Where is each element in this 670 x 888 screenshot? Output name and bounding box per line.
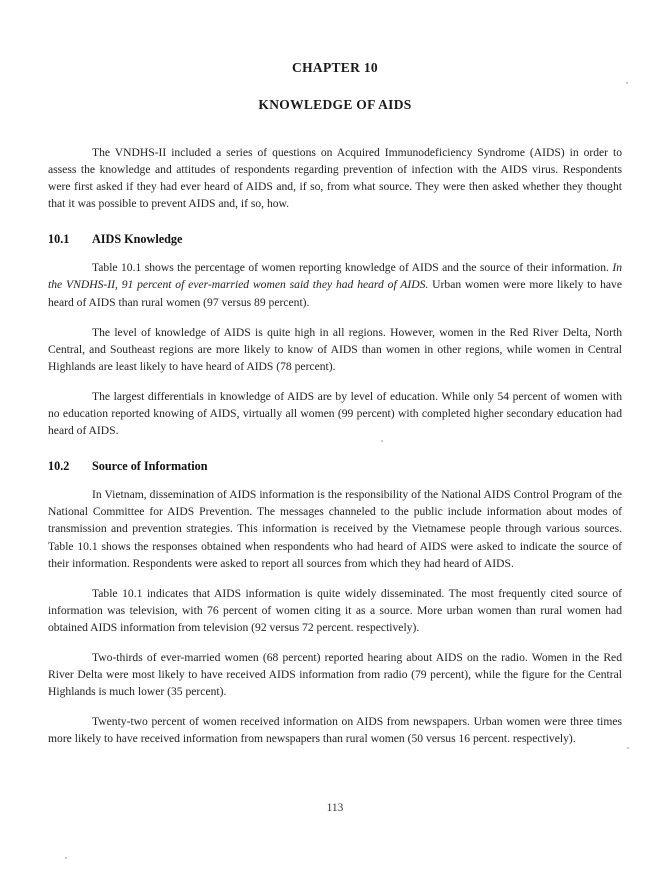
paragraph-lead-text: Table 10.1 shows the percentage of women reporting knowledge of AIDS and the source of their information. xyxy=(92,261,613,275)
paragraph-radio-source: Two-thirds of ever-married women (68 percent) reported hearing about AIDS on the radio. Women in the Red River Delta were most likely to have received AIDS information from radio (79 percent), while the figure for the Central Highlands is much lower (35 percent). xyxy=(48,650,622,699)
paragraph-education-differentials: The largest differentials in knowledge of AIDS are by level of education. While only 54 percent of women with no education reported knowing of AIDS, virtually all women (99 percent) with completed higher secondary education had heard of AIDS. xyxy=(48,389,622,438)
section-number: 10.1 xyxy=(48,232,70,247)
spacer xyxy=(48,248,622,259)
scan-artifact-speck xyxy=(65,857,67,859)
section-number: 10.2 xyxy=(48,459,70,474)
chapter-title: CHAPTER 10 xyxy=(292,60,378,75)
paragraph-national-aids-program: In Vietnam, dissemination of AIDS information is the responsibility of the National AIDS Control Program of the National Committee for AIDS Prevention. The messages channeled to the public include information about modes of transmission and prevention strategies. This information is received by the Vietnamese people through various sources. Table 10.1 shows the responses obtained when respondents who had heard of AIDS were asked to indicate the source of their information. Respondents were asked to report all sources from which they had heard of AIDS. xyxy=(48,488,622,570)
section-title: Source of Information xyxy=(92,459,208,474)
section-title: AIDS Knowledge xyxy=(92,232,183,247)
spacer xyxy=(48,439,622,458)
spacer xyxy=(48,212,622,231)
paragraph-regional-knowledge: The level of knowledge of AIDS is quite high in all regions. However, women in the Red River Delta, North Central, and Southeast regions are more likely to know of AIDS than women in other regions, while women in Central Highlands are least likely to have heard of AIDS (78 percent). xyxy=(48,325,622,373)
page-number: 113 xyxy=(326,802,344,814)
section-heading-10-2 xyxy=(48,458,622,475)
section-heading-10-1 xyxy=(48,231,622,248)
paragraph-television-source: Table 10.1 indicates that AIDS information is quite widely disseminated. The most frequently cited source of information was television, with 76 percent of women citing it as a source. More urban women than rural women had obtained AIDS information from television (92 versus 72 percent. respectively). xyxy=(48,586,622,634)
scan-artifact-speck xyxy=(626,82,628,84)
spacer xyxy=(48,475,622,486)
paragraph-tail-text: Urban women were more likely to have heard of AIDS than rural women (97 versus 89 percent). xyxy=(48,278,622,309)
chapter-subtitle: KNOWLEDGE OF AIDS xyxy=(258,97,412,112)
intro-paragraph-block xyxy=(48,113,622,212)
scan-artifact-speck xyxy=(627,747,629,749)
paragraph-table-10-1-knowledge xyxy=(48,259,622,310)
intro-paragraph: The VNDHS-II included a series of questions on Acquired Immunodeficiency Syndrome (AIDS) in order to assess the knowledge and attitudes of respondents regarding prevention of infection with the AIDS virus. Respondents were first asked if they had ever heard of AIDS and, if so, from what source. They were then asked whether they thought that it was possible to prevent AIDS and, if so, how. xyxy=(48,146,622,211)
paragraph-newspaper-source: Twenty-two percent of women received information on AIDS from newspapers. Urban women were three times more likely to have received information from newspapers than rural women (50 versus 16 percent. respectively). xyxy=(48,715,622,746)
paragraph-italic-emphasis: In the VNDHS-II, 91 percent of ever-married women said they had heard of AIDS. xyxy=(48,261,622,292)
page-content xyxy=(48,0,622,747)
